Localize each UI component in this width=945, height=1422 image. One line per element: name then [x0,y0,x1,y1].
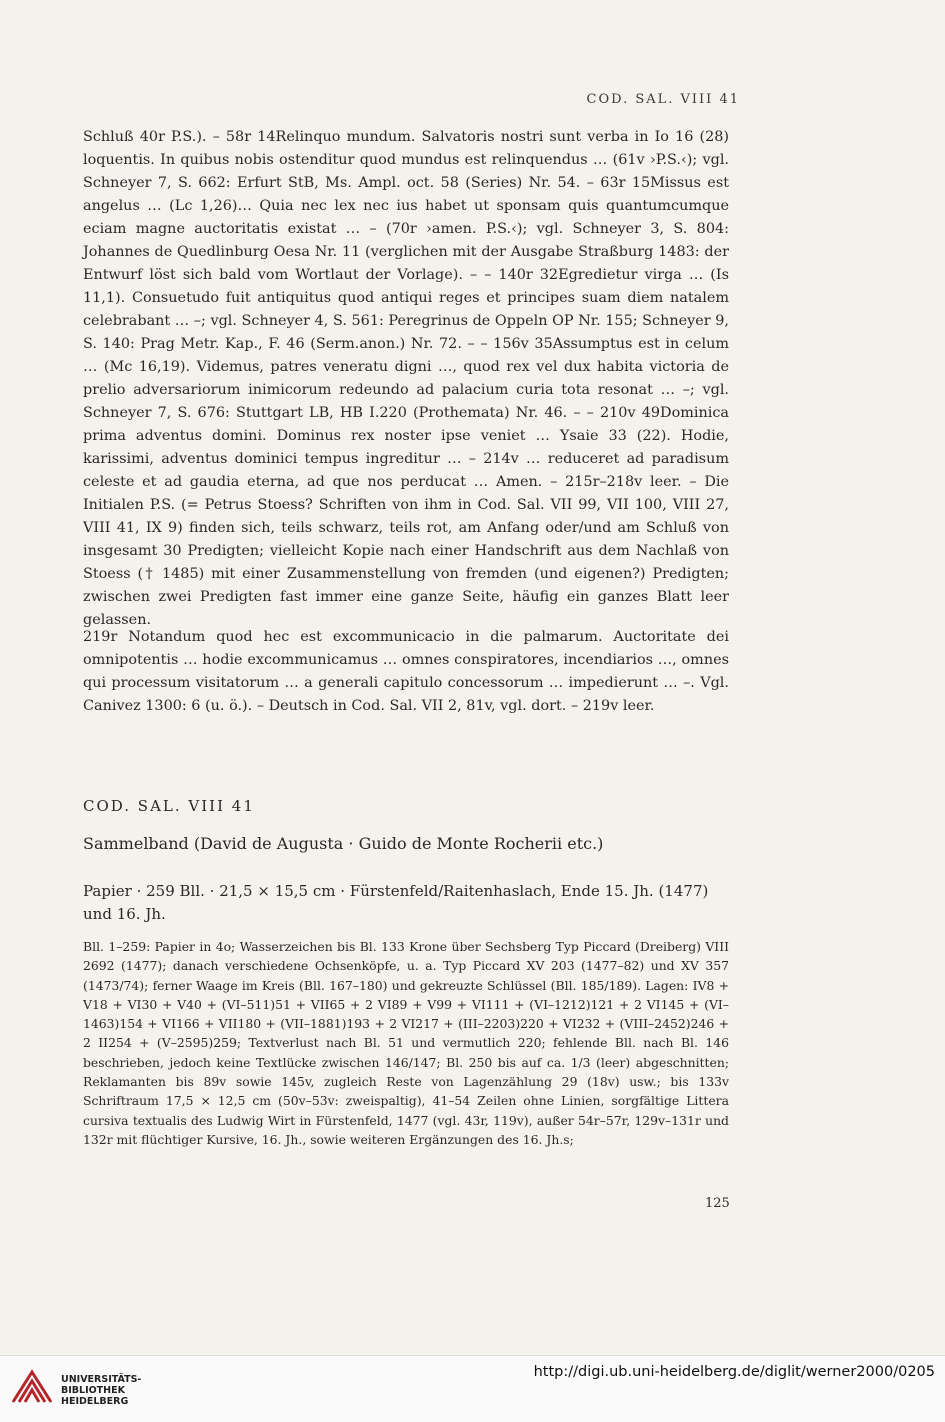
library-name-line-3: HEIDELBERG [61,1396,129,1407]
running-head: COD. SAL. VIII 41 [586,92,740,107]
page-number: 125 [705,1196,730,1211]
subtitle: Sammelband (David de Augusta · Guido de Monte Rocherii etc.) [83,834,604,853]
paragraph-2: 219r Notandum quod hec est excommunicacio in die palmarum. Auctoritate dei omnipotentis … hodie excommunicamus … omnes conspiratores, incendiarios …, omnes qui processum visitatorum … a generali capitulo concessorum … impedierunt … –. Vgl. Canivez 1300: 6 (u. ö.). – Deutsch in Cod. Sal. VII 2, 81v, vgl. dort. – 219v leer. [83,629,729,714]
footer-bar [0,1355,945,1422]
library-name-line-1: UNIVERSITÄTS- [61,1374,142,1385]
university-library-logo-icon [10,1366,54,1410]
physical-description: Papier · 259 Bll. · 21,5 × 15,5 cm · Fürstenfeld/Raitenhaslach, Ende 15. Jh. (1477) und 16. Jh. [83,882,709,923]
paragraph-1: Schluß 40r P.S.). – 58r 14Relinquo mundum. Salvatoris nostri sunt verba in Io 16 (28) loquentis. In quibus nobis ostenditur quod mundus est relinquendus … (61v ›P.S.‹); vgl. Schneyer 7, S. 662: Erfurt StB, Ms. Ampl. oct. 58 (Series) Nr. 54. – 63r 15Missus est angelus … (Lc 1,26)… Quia nec lex nec ius habet ut sponsam quis quantumcumque eciam magne auctoritatis existat … – (70r ›amen. P.S.‹); vgl. Schneyer 3, S. 804: Johannes de Quedlinburg Oesa Nr. 11 (verglichen mit der Ausgabe Straßburg 1483: der Entwurf löst sich bald vom Wortlaut der Vorlage). – – 140r 32Egredietur virga … (Is 11,1). Consuetudo fuit antiquitus quod antiqui reges et principes suam diem natalem celebrabant … –; vgl. Schneyer 4, S. 561: Peregrinus de Oppeln OP Nr. 155; Schneyer 9, S. 140: Prag Metr. Kap., F. 46 (Serm.anon.) Nr. 72. – – 156v 35Assumptus est in celum … (Mc 16,19). Videmus, patres veneratu digni …, quod rex vel dux habita victoria de prelio adversariorum inimicorum redeundo ad palacium curia tota resonat … –; vgl. Schneyer 7, S. 676: Stuttgart LB, HB I.220 (Prothemata) Nr. 46. – – 210v 49Dominica prima adventus domini. Dominus rex noster ipse veniet … Ysaie 33 (22). Hodie, karissimi, adventus dominici tempus ingreditur … – 214v … reduceret ad paradisum celeste et ad gaudia eterna, ad que nos perducat … Amen. – 215r–218v leer. – Die Initialen P.S. (= Petrus Stoess? Schriften von ihm in Cod. Sal. VII 99, VII 100, VIII 27, VIII 41, IX 9) finden sich, teils schwarz, teils rot, am Anfang oder/und am Schluß von insgesamt 30 Predigten; vielleicht Kopie nach einer Handschrift aus dem Nachlaß von Stoess († 1485) mit einer Zusammenstellung von fremden (und eigenen?) Predigten; zwischen zwei Predigten fast immer eine ganze Seite, häufig ein ganzes Blatt leer gelassen. [83,129,729,628]
section-title: COD. SAL. VIII 41 [83,797,255,815]
source-url-link[interactable]: http://digi.ub.uni-heidelberg.de/diglit/werner2000/0205 [533,1364,935,1380]
library-name [61,1374,141,1407]
detailed-description: Bll. 1–259: Papier in 4o; Wasserzeichen bis Bl. 133 Krone über Sechsberg Typ Piccard (Dreiberg) VIII 2692 (1477); danach verschiedene Ochsenköpfe, u. a. Typ Piccard XV 203 (1477–82) und XV 357 (1473/74); ferner Waage im Kreis (Bll. 167–180) und gekreuzte Schlüssel (Bll. 185/189). Lagen: IV8 + V18 + VI30 + V40 + (VI–511)51 + VII65 + 2 VI89 + V99 + VI111 + (VI–1212)121 + 2 VI145 + (VI–1463)154 + VI166 + VII180 + (VII–1881)193 + 2 VI217 + (III–2203)220 + VI232 + (VIII–2452)246 + 2 II254 + (V–2595)259; Textverlust nach Bl. 51 und vermutlich 220; fehlende Bll. nach Bl. 146 beschrieben, jedoch keine Textlücke zwischen 146/147; Bl. 250 bis auf ca. 1/3 (leer) abgeschnitten; Reklamanten bis 89v sowie 145v, zugleich Reste von Lagenzählung 29 (18v) usw.; bis 133v Schriftraum 17,5 × 12,5 cm (50v–53v: zweispaltig), 41–54 Zeilen ohne Linien, sorgfältige Littera cursiva textualis des Ludwig Wirt in Fürstenfeld, 1477 (vgl. 43r, 119v), außer 54r–57r, 129v–131r und 132r mit flüchtiger Kursive, 16. Jh., sowie weiteren Ergänzungen des 16. Jh.s; [83,939,729,1147]
library-name-line-2: BIBLIOTHEK [61,1385,125,1396]
